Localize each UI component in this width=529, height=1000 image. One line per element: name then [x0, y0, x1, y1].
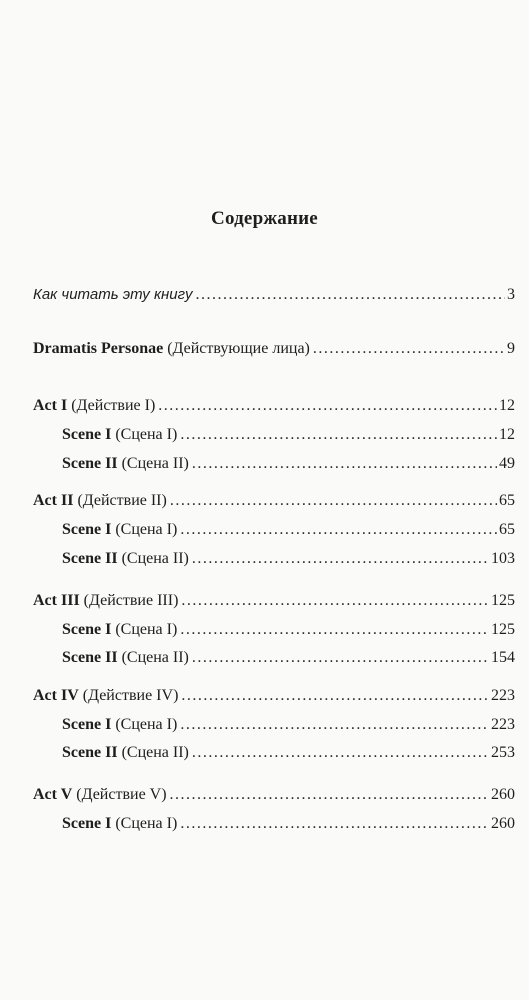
toc-label: [33, 339, 310, 359]
toc-entry-act-4[interactable]: [33, 686, 515, 706]
dot-leader: [180, 814, 489, 834]
toc-entry-act-2[interactable]: [33, 491, 515, 511]
toc-page-number: 253: [491, 744, 515, 761]
toc-entry-act-3-scene-1[interactable]: [62, 620, 515, 640]
toc-label-rest: (Сцена I): [111, 716, 178, 733]
toc-label: [62, 549, 189, 569]
toc-label: [33, 491, 167, 511]
toc-label-bold: Scene I: [62, 621, 112, 638]
toc-label-rest: (Действие I): [67, 397, 156, 414]
toc-entry-act-3-scene-2[interactable]: [62, 648, 515, 668]
toc-label-bold: Scene I: [62, 426, 112, 443]
dot-leader: [180, 620, 489, 640]
toc-label-bold: Act III: [33, 592, 80, 609]
dot-leader: [181, 591, 489, 611]
toc-page-number: 223: [491, 716, 515, 733]
toc-page-number: 223: [491, 687, 515, 704]
toc-label-rest: (Сцена II): [117, 550, 189, 567]
toc-entry-act-4-scene-2[interactable]: [62, 743, 515, 763]
toc-label: [33, 785, 167, 805]
dot-leader: [180, 520, 497, 540]
toc-label-rest: (Сцена I): [111, 815, 178, 832]
toc-label-rest: (Сцена II): [117, 649, 189, 666]
toc-label-bold: Act IV: [33, 687, 79, 704]
toc-label-rest: (Действие IV): [78, 687, 179, 704]
toc-label: [62, 425, 177, 445]
toc-page-number: 260: [491, 786, 515, 803]
toc-entry-dramatis-personae[interactable]: [33, 339, 515, 359]
toc-label: [62, 715, 177, 735]
toc-page-number: 65: [499, 521, 515, 538]
toc-entry-act-1-scene-2[interactable]: [62, 454, 515, 474]
toc-entry-act-3[interactable]: [33, 591, 515, 611]
toc-label-rest: (Сцена I): [111, 621, 178, 638]
dot-leader: [313, 339, 505, 359]
toc-entry-act-1[interactable]: [33, 396, 515, 416]
toc-page-number: 103: [491, 550, 515, 567]
toc-label-rest: (Действующие лица): [163, 340, 310, 357]
toc-page-number: 9: [507, 340, 515, 357]
toc-label-bold: Scene II: [62, 744, 118, 761]
toc-label: Как читать эту книгу: [33, 286, 193, 303]
toc-label: [33, 686, 178, 706]
toc-label-rest: (Действие V): [72, 786, 167, 803]
toc-entry-act-2-scene-1[interactable]: [62, 520, 515, 540]
page-title: Содержание: [211, 208, 318, 229]
toc-label-bold: Scene II: [62, 649, 118, 666]
toc-label-rest: (Сцена II): [117, 455, 189, 472]
toc-entry-act-4-scene-1[interactable]: [62, 715, 515, 735]
dot-leader: [180, 425, 497, 445]
toc-label-bold: Scene I: [62, 521, 112, 538]
toc-entry-act-5-scene-1[interactable]: [62, 814, 515, 834]
toc-page-number: 260: [491, 815, 515, 832]
toc-entry-act-2-scene-2[interactable]: [62, 549, 515, 569]
toc-label-bold: Act I: [33, 397, 68, 414]
toc-entry-act-1-scene-1[interactable]: [62, 425, 515, 445]
toc-label: [33, 396, 155, 416]
dot-leader: [170, 491, 497, 511]
toc-label-bold: Scene II: [62, 455, 118, 472]
toc-label: [62, 648, 189, 668]
dot-leader: [192, 549, 489, 569]
toc-label-bold: Scene I: [62, 716, 112, 733]
dot-leader: [158, 396, 497, 416]
toc-page-number: 12: [499, 397, 515, 414]
toc-label-bold: Scene II: [62, 550, 118, 567]
toc-label: [33, 591, 178, 611]
toc-page-number: 125: [491, 621, 515, 638]
toc-entry-act-5[interactable]: [33, 785, 515, 805]
toc-label: [62, 743, 189, 763]
toc-label-rest: (Действие III): [79, 592, 179, 609]
toc-page-number: 125: [491, 592, 515, 609]
toc-label-rest: (Сцена II): [117, 744, 189, 761]
toc-label-rest: (Действие II): [73, 492, 167, 509]
toc-label-bold: Act V: [33, 786, 73, 803]
toc-label: [62, 814, 177, 834]
toc-label-bold: Act II: [33, 492, 74, 509]
toc-label: [62, 620, 177, 640]
toc-label-bold: Dramatis Personae: [33, 340, 164, 357]
toc-page-number: 65: [499, 492, 515, 509]
dot-leader: [192, 648, 489, 668]
dot-leader: [192, 743, 489, 763]
toc-label: [62, 454, 189, 474]
toc-page-number: 154: [491, 649, 515, 666]
toc-entry-intro[interactable]: [33, 285, 515, 305]
toc-label: [62, 520, 177, 540]
toc-page-number: 12: [499, 426, 515, 443]
dot-leader: [196, 285, 505, 305]
toc-label-rest: (Сцена I): [111, 426, 178, 443]
dot-leader: [180, 715, 489, 735]
toc-label-bold: Scene I: [62, 815, 112, 832]
toc-label-rest: (Сцена I): [111, 521, 178, 538]
dot-leader: [181, 686, 489, 706]
toc-page-number: 49: [499, 455, 515, 472]
toc-page-number: 3: [507, 286, 515, 303]
dot-leader: [170, 785, 489, 805]
dot-leader: [192, 454, 497, 474]
